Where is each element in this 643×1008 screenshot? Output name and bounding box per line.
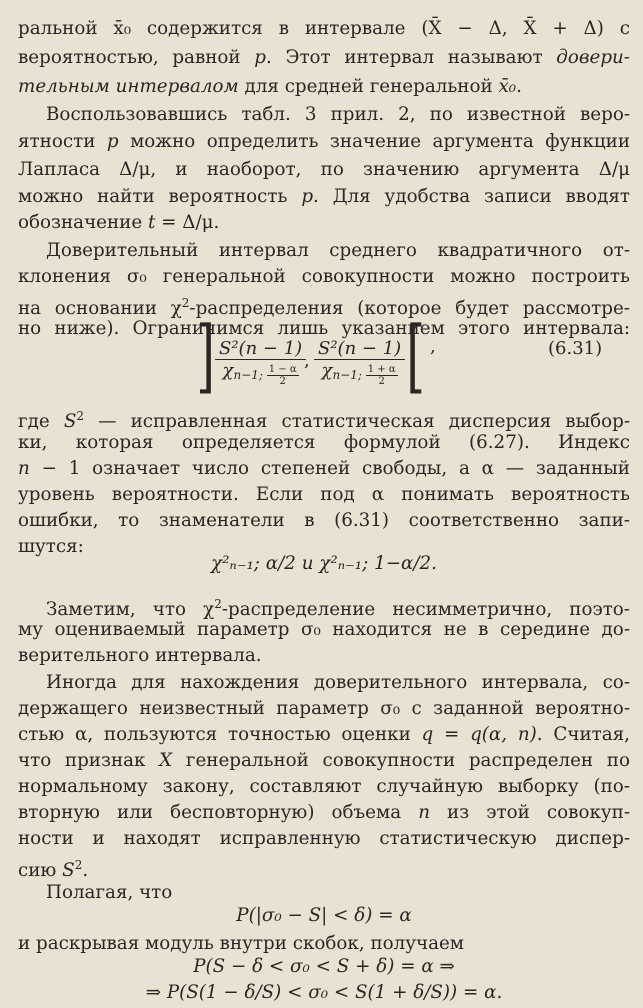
formula-comma: ,	[430, 336, 436, 357]
text-line: Полагая, что	[46, 882, 173, 903]
formula-fraction-2: S²(n − 1) $\chi_{n-1; \frac{1 + \alpha}{2}}$	[314, 338, 405, 387]
text-line: но ниже). Ограничимся лишь указанием этого интервала:	[18, 318, 630, 339]
text-line: вероятностью, равной p. Этот интервал называют довери-	[18, 47, 630, 68]
text-line: тельным интервалом для средней генеральной x̄₀.	[18, 76, 522, 97]
text-line: нормальному закону, составляют случайную выборку (по-	[18, 776, 630, 797]
formula-bracket-left: ]	[196, 309, 215, 402]
text-line: клонения σ₀ генеральной совокупности можно построить	[18, 266, 630, 287]
text-line: ошибки, то знаменатели в (6.31) соответственно запи-	[18, 510, 630, 531]
text-line: Заметим, что $\chi^2$-распределение несимметрично, поэто-	[46, 597, 630, 620]
formula-probability-final: ⇒ P(S(1 − δ/S) < σ₀ < S(1 + δ/S)) = α.	[145, 982, 503, 1003]
text-line: держащего неизвестный параметр σ₀ с заданной вероятно-	[18, 698, 630, 719]
formula-bracket-right: [	[406, 309, 425, 402]
formula-comma: ,	[304, 350, 310, 371]
formula-chi-quantiles: χ²ₙ₋₁; α/2 и χ²ₙ₋₁; 1−α/2.	[211, 553, 437, 574]
text-line: ральной x̄₀ содержится в интервале (X̄ − Δ, X̄ + Δ) с	[18, 18, 630, 39]
text-line: уровень вероятности. Если под α понимать вероятность	[18, 484, 630, 505]
text-line: вторную или бесповторную) объема n из этой совокуп-	[18, 802, 630, 823]
text-line: ки, которая определяется формулой (6.27). Индекс	[18, 432, 630, 453]
text-line: Воспользовавшись табл. 3 прил. 2, по известной веро-	[46, 104, 630, 125]
text-line: сию $S^2$.	[18, 858, 89, 881]
text-line: верительного интервала.	[18, 645, 262, 666]
text-line: обозначение t = Δ/μ.	[18, 212, 220, 233]
text-line: му оцениваемый параметр σ₀ находится не в середине до-	[18, 619, 630, 640]
formula-probability-expanded: P(S − δ < σ₀ < S + δ) = α ⇒	[193, 956, 455, 977]
text-line: можно найти вероятность p. Для удобства записи вводят	[18, 186, 630, 207]
text-line: ятности p можно определить значение аргумента функции	[18, 131, 631, 152]
formula-probability: P(|σ₀ − S| < δ) = α	[236, 905, 412, 926]
text-line: и раскрывая модуль внутри скобок, получаем	[18, 933, 465, 954]
text-line: на основании $\chi^2$-распределения (которое будет рассмотре-	[18, 296, 630, 319]
text-line: что признак X генеральной совокупности распределен по	[18, 750, 630, 771]
text-line: Лапласа Δ/μ, и наоборот, по значению аргумента Δ/μ	[18, 159, 630, 180]
text-line: Иногда для нахождения доверительного интервала, со-	[46, 672, 630, 693]
text-line: шутся:	[18, 536, 84, 557]
formula-fraction-1: S²(n − 1) $\chi_{n-1; \frac{1 - \alpha}{2}}$	[215, 338, 306, 387]
text-line: стью α, пользуются точностью оценки q = q(α, n). Считая,	[18, 724, 630, 745]
text-line: ности и находят исправленную статистическую диспер-	[18, 828, 630, 849]
text-line: n − 1 означает число степеней свободы, а α — заданный	[18, 458, 630, 479]
text-line: где $S^2$ — исправленная статистическая дисперсия выбор-	[18, 409, 631, 432]
text-line: Доверительный интервал среднего квадратичного от-	[46, 240, 630, 261]
equation-number: (6.31)	[548, 338, 603, 359]
